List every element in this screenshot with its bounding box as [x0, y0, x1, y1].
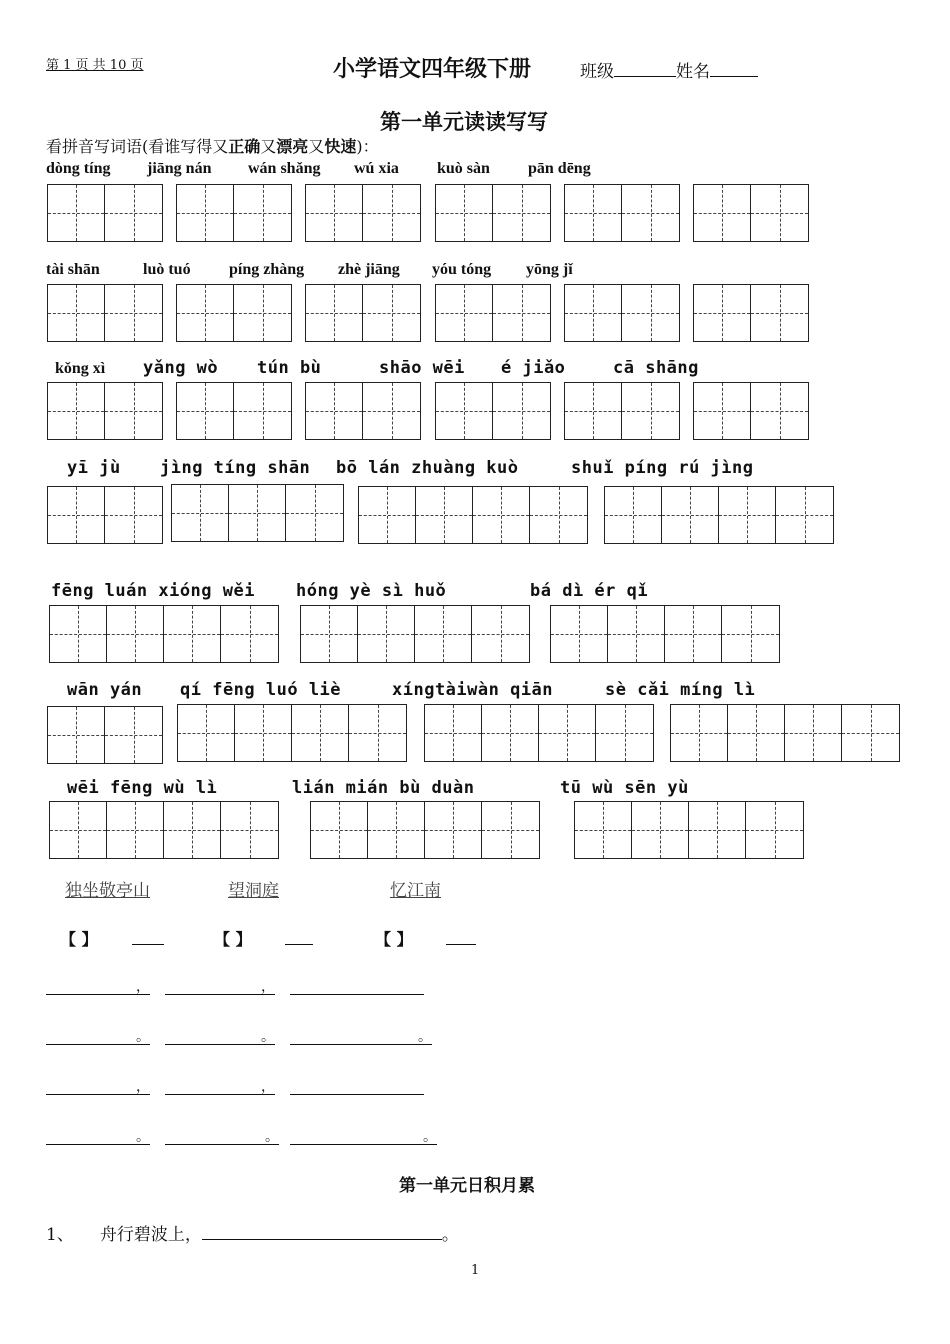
answer-blank[interactable] — [202, 1223, 442, 1240]
writing-grid[interactable] — [47, 486, 163, 544]
grid-cell[interactable] — [164, 606, 221, 662]
grid-cell[interactable] — [436, 185, 493, 241]
name-blank[interactable] — [710, 60, 758, 77]
grid-cell[interactable] — [105, 185, 162, 241]
grid-cell[interactable] — [105, 487, 162, 543]
grid-cell[interactable] — [565, 185, 622, 241]
grid-cell[interactable] — [221, 802, 278, 858]
grid-cell[interactable] — [368, 802, 425, 858]
grid-cell[interactable] — [229, 485, 286, 541]
page-title: 小学语文四年级下册 — [333, 57, 532, 82]
dynasty-bracket: 【 】 — [214, 930, 252, 949]
grid-cell[interactable] — [565, 383, 622, 439]
grid-cell[interactable] — [286, 485, 343, 541]
poem-line-blank[interactable]: 。 — [165, 1026, 275, 1045]
pinyin-label: hóng yè sì huǒ — [296, 581, 447, 601]
grid-cell[interactable] — [622, 383, 679, 439]
grid-cell[interactable] — [177, 185, 234, 241]
grid-cell[interactable] — [105, 383, 162, 439]
writing-grid[interactable] — [693, 184, 809, 242]
page-number: 1 — [471, 1263, 480, 1278]
grid-cell[interactable] — [48, 285, 105, 341]
grid-cell[interactable] — [105, 285, 162, 341]
pinyin-label: shuǐ píng rú jìng — [571, 458, 754, 478]
grid-cell[interactable] — [292, 705, 349, 761]
pinyin-label: kuò sàn — [437, 160, 490, 177]
writing-grid[interactable] — [176, 284, 292, 342]
grid-cell[interactable] — [105, 707, 162, 763]
writing-grid[interactable] — [310, 801, 540, 859]
grid-cell[interactable] — [575, 802, 632, 858]
pinyin-label: píng zhàng — [229, 261, 305, 278]
grid-cell[interactable] — [349, 705, 406, 761]
writing-grid[interactable] — [171, 484, 344, 542]
pinyin-label: yōng jǐ — [526, 261, 573, 278]
grid-cell[interactable] — [665, 606, 722, 662]
grid-cell[interactable] — [359, 487, 416, 543]
pinyin-label: bá dì ér qǐ — [530, 581, 649, 601]
grid-cell[interactable] — [50, 606, 107, 662]
grid-cell[interactable] — [306, 383, 363, 439]
grid-cell[interactable] — [776, 487, 833, 543]
poem-title: 望洞庭 — [228, 881, 279, 901]
instruction-text: 看拼音写词语(看谁写得又 — [46, 137, 229, 156]
instruction-emph: 正确 — [228, 137, 261, 156]
writing-grid[interactable] — [424, 704, 654, 762]
grid-cell[interactable] — [234, 285, 291, 341]
grid-cell[interactable] — [662, 487, 719, 543]
pinyin-label: yī jù — [67, 458, 121, 478]
grid-cell[interactable] — [694, 185, 751, 241]
dynasty-bracket: 【 】 — [375, 930, 413, 949]
pinyin-label: é jiǎo — [501, 358, 566, 378]
writing-grid[interactable] — [176, 382, 292, 440]
grid-cell[interactable] — [632, 802, 689, 858]
grid-cell[interactable] — [728, 705, 785, 761]
grid-cell[interactable] — [164, 802, 221, 858]
writing-grid[interactable] — [435, 382, 551, 440]
writing-grid[interactable] — [305, 382, 421, 440]
grid-cell[interactable] — [234, 383, 291, 439]
grid-cell[interactable] — [363, 285, 420, 341]
pinyin-label: sè cǎi míng lì — [605, 680, 756, 700]
grid-cell[interactable] — [363, 383, 420, 439]
pinyin-label: yóu tóng — [432, 261, 492, 278]
writing-grid[interactable] — [604, 486, 834, 544]
poem-line-blank[interactable]: ， — [165, 976, 275, 995]
author-blank[interactable] — [285, 926, 313, 945]
grid-cell[interactable] — [177, 383, 234, 439]
grid-cell[interactable] — [107, 802, 164, 858]
author-blank[interactable] — [446, 926, 476, 945]
grid-cell[interactable] — [48, 185, 105, 241]
grid-cell[interactable] — [751, 185, 808, 241]
poem-line-blank[interactable]: ， — [46, 976, 150, 995]
pinyin-label: pān dēng — [528, 160, 591, 177]
grid-cell[interactable] — [622, 185, 679, 241]
grid-cell[interactable] — [301, 606, 358, 662]
pinyin-label: jiāng nán — [147, 160, 212, 177]
writing-grid[interactable] — [47, 284, 163, 342]
writing-grid[interactable] — [358, 486, 588, 544]
poem-line-blank[interactable]: 。 — [290, 1026, 432, 1045]
poem-line-blank[interactable]: 。 — [46, 1126, 150, 1145]
grid-cell[interactable] — [311, 802, 368, 858]
writing-grid[interactable] — [550, 605, 780, 663]
instruction-text: 又 — [308, 137, 325, 156]
class-blank[interactable] — [614, 60, 676, 77]
instruction-emph: 快速 — [324, 137, 357, 156]
grid-cell[interactable] — [551, 606, 608, 662]
question-1 — [46, 1220, 459, 1245]
pinyin-label: qí fēng luó liè — [180, 680, 342, 700]
writing-grid[interactable] — [305, 184, 421, 242]
grid-cell[interactable] — [48, 487, 105, 543]
grid-cell[interactable] — [425, 705, 482, 761]
pinyin-label: wān yán — [67, 680, 143, 700]
grid-cell[interactable] — [605, 487, 662, 543]
grid-cell[interactable] — [363, 185, 420, 241]
pinyin-label: shāo wēi — [379, 358, 465, 378]
writing-grid[interactable] — [693, 382, 809, 440]
pinyin-label: tài shān — [46, 261, 100, 278]
poem-line-blank[interactable]: 。 — [165, 1126, 279, 1145]
grid-cell[interactable] — [482, 705, 539, 761]
poem-line-blank[interactable] — [290, 976, 424, 995]
pinyin-label: tū wù sēn yù — [560, 778, 689, 798]
grid-cell[interactable] — [425, 802, 482, 858]
poem-line-blank[interactable]: 。 — [290, 1126, 437, 1145]
grid-cell[interactable] — [751, 285, 808, 341]
grid-cell[interactable] — [235, 705, 292, 761]
grid-cell[interactable] — [493, 383, 550, 439]
grid-cell[interactable] — [48, 383, 105, 439]
writing-grid[interactable] — [670, 704, 900, 762]
grid-cell[interactable] — [415, 606, 472, 662]
writing-grid[interactable] — [564, 184, 680, 242]
grid-cell[interactable] — [842, 705, 899, 761]
grid-cell[interactable] — [719, 487, 776, 543]
writing-grid[interactable] — [176, 184, 292, 242]
poem-title: 独坐敬亭山 — [65, 881, 150, 901]
pinyin-label: fēng luán xióng wěi — [51, 581, 255, 601]
grid-cell[interactable] — [722, 606, 779, 662]
grid-cell[interactable] — [50, 802, 107, 858]
grid-cell[interactable] — [107, 606, 164, 662]
writing-grid[interactable] — [49, 605, 279, 663]
author-blank[interactable] — [132, 926, 164, 945]
poem-line-blank[interactable]: ， — [46, 1076, 150, 1095]
pinyin-label: zhè jiāng — [338, 261, 400, 278]
question-number: 1、 — [46, 1225, 74, 1245]
instruction-emph: 漂亮 — [276, 137, 309, 156]
pinyin-label: wú xia — [354, 160, 399, 177]
grid-cell[interactable] — [671, 705, 728, 761]
instruction — [46, 134, 379, 157]
dynasty-bracket: 【 】 — [60, 930, 98, 949]
poem-line-blank[interactable]: ， — [165, 1076, 275, 1095]
pinyin-label: bō lán zhuàng kuò — [336, 458, 519, 478]
grid-cell[interactable] — [306, 185, 363, 241]
pinyin-label: wán shǎng — [248, 160, 321, 177]
writing-grid[interactable] — [564, 382, 680, 440]
grid-cell[interactable] — [416, 487, 473, 543]
section-title: 第一单元日积月累 — [399, 1176, 535, 1196]
instruction-text: 又 — [260, 137, 277, 156]
writing-grid[interactable] — [47, 382, 163, 440]
class-label: 班级 — [580, 62, 614, 82]
writing-grid[interactable] — [435, 184, 551, 242]
pinyin-label: cā shāng — [613, 358, 699, 378]
writing-grid[interactable] — [300, 605, 530, 663]
grid-cell[interactable] — [436, 285, 493, 341]
writing-grid[interactable] — [574, 801, 804, 859]
grid-cell[interactable] — [48, 707, 105, 763]
writing-grid[interactable] — [305, 284, 421, 342]
question-text: 舟行碧波上， — [99, 1225, 202, 1245]
grid-cell[interactable] — [694, 383, 751, 439]
grid-cell[interactable] — [482, 802, 539, 858]
page-info: 第 1 页 共 10 页 — [46, 58, 144, 73]
pinyin-label: kǒng xì — [55, 360, 106, 377]
name-label: 姓名 — [676, 62, 710, 82]
writing-grid[interactable] — [564, 284, 680, 342]
pinyin-label: xíngtàiwàn qiān — [392, 680, 554, 700]
poem-line-blank[interactable]: 。 — [46, 1026, 150, 1045]
grid-cell[interactable] — [694, 285, 751, 341]
grid-cell[interactable] — [689, 802, 746, 858]
pinyin-label: dòng tíng — [46, 160, 111, 177]
question-end: 。 — [441, 1225, 459, 1245]
grid-cell[interactable] — [785, 705, 842, 761]
grid-cell[interactable] — [746, 802, 803, 858]
pinyin-label: luò tuó — [143, 261, 191, 278]
pinyin-label: lián mián bù duàn — [292, 778, 475, 798]
instruction-text: )： — [356, 137, 379, 156]
writing-grid[interactable] — [693, 284, 809, 342]
pinyin-label: yǎng wò — [143, 358, 219, 378]
pinyin-label: tún bù — [257, 358, 322, 378]
writing-grid[interactable] — [47, 706, 163, 764]
grid-cell[interactable] — [608, 606, 665, 662]
writing-grid[interactable] — [49, 801, 279, 859]
writing-grid[interactable] — [177, 704, 407, 762]
grid-cell[interactable] — [472, 606, 529, 662]
grid-cell[interactable] — [177, 285, 234, 341]
poem-line-blank[interactable] — [290, 1076, 424, 1095]
unit-title: 第一单元读读写写 — [380, 110, 548, 134]
grid-cell[interactable] — [751, 383, 808, 439]
grid-cell[interactable] — [622, 285, 679, 341]
grid-cell[interactable] — [172, 485, 229, 541]
writing-grid[interactable] — [435, 284, 551, 342]
grid-cell[interactable] — [493, 285, 550, 341]
class-name-fields — [580, 57, 758, 82]
writing-grid[interactable] — [47, 184, 163, 242]
grid-cell[interactable] — [539, 705, 596, 761]
pinyin-label: wēi fēng wù lì — [67, 778, 218, 798]
grid-cell[interactable] — [306, 285, 363, 341]
pinyin-label: jìng tíng shān — [160, 458, 311, 478]
grid-cell[interactable] — [436, 383, 493, 439]
grid-cell[interactable] — [565, 285, 622, 341]
grid-cell[interactable] — [178, 705, 235, 761]
grid-cell[interactable] — [234, 185, 291, 241]
grid-cell[interactable] — [493, 185, 550, 241]
grid-cell[interactable] — [596, 705, 653, 761]
grid-cell[interactable] — [221, 606, 278, 662]
grid-cell[interactable] — [473, 487, 530, 543]
grid-cell[interactable] — [358, 606, 415, 662]
poem-title: 忆江南 — [390, 881, 441, 901]
grid-cell[interactable] — [530, 487, 587, 543]
